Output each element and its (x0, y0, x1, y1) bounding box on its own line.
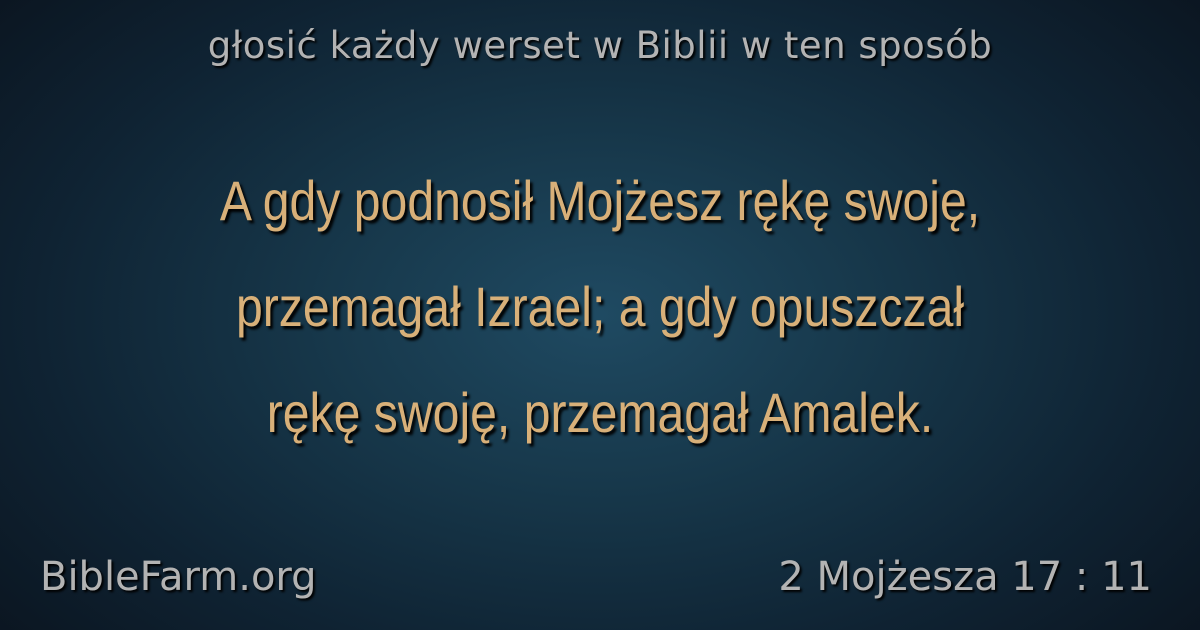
verse-line: A gdy podnosił Mojżesz rękę swoję, (219, 169, 981, 232)
site-name: BibleFarm.org (40, 554, 317, 600)
verse-line: przemagał Izrael; a gdy opuszczał (235, 275, 965, 338)
tagline: głosić każdy werset w Biblii w ten sposób (207, 24, 993, 67)
verse-line: rękę swoję, przemagał Amalek. (266, 381, 934, 444)
verse-text (118, 148, 1081, 466)
verse-reference: 2 Mojżesza 17 : 11 (778, 554, 1152, 600)
